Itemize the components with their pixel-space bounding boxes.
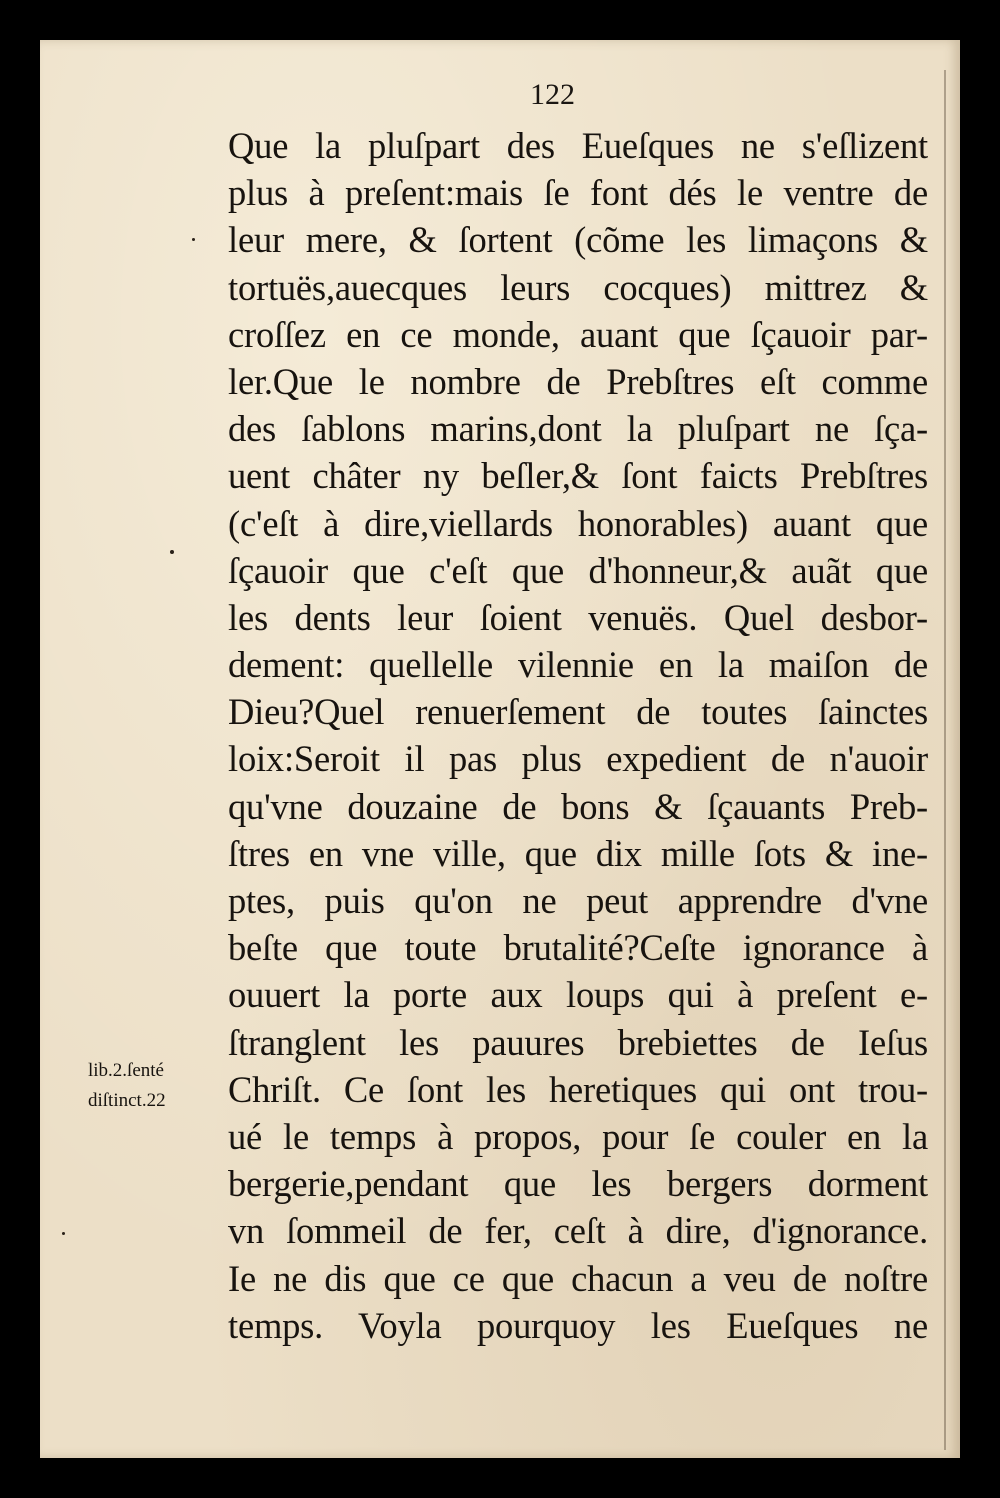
text-line: beſte que toute brutalité?Ceſte ignorance à xyxy=(228,927,928,969)
book-page xyxy=(40,40,960,1458)
text-line: ſçauoir que c'eſt que d'honneur,& auãt que xyxy=(228,549,928,591)
text-line: leur mere, & ſortent (cõme les limaçons & xyxy=(228,219,928,261)
marginal-note: diſtinct.22 xyxy=(88,1090,166,1111)
ink-speck xyxy=(192,238,195,241)
text-line: bergerie,pendant que les bergers dorment xyxy=(228,1163,928,1205)
text-line: ſtranglent les pauures brebiettes de Ieſus xyxy=(228,1021,928,1063)
page-edge-line xyxy=(944,70,946,1450)
body-text xyxy=(228,122,928,1349)
text-line: Dieu?Quel renuerſement de toutes ſainctes xyxy=(228,691,928,733)
text-line: (c'eſt à dire,viellards honorables) auant que xyxy=(228,502,928,544)
marginal-notes xyxy=(88,1056,228,1116)
text-line: ſtres en vne ville, que dix mille ſots & ine- xyxy=(228,832,928,874)
text-line: ouuert la porte aux loups qui à preſent e- xyxy=(228,974,928,1016)
text-line: Chriſt. Ce ſont les heretiques qui ont trou- xyxy=(228,1068,928,1110)
text-line: les dents leur ſoient venuës. Quel desbor- xyxy=(228,596,928,638)
text-line: vn ſommeil de fer, ceſt à dire, d'ignorance. xyxy=(228,1210,928,1252)
text-line: qu'vne douzaine de bons & ſçauants Preb- xyxy=(228,785,928,827)
text-line: des ſablons marins,dont la pluſpart ne ſça- xyxy=(228,408,928,450)
ink-speck xyxy=(62,1232,65,1235)
text-line: uent châter ny beſler,& ſont faicts Prebſtres xyxy=(228,455,928,497)
ink-speck xyxy=(170,550,174,554)
text-line: tortuës,auecques leurs cocques) mittrez & xyxy=(228,266,928,308)
text-line: Que la pluſpart des Eueſques ne s'eſlizent xyxy=(228,125,928,166)
text-line: temps. Voyla pourquoy les Eueſques ne xyxy=(228,1304,928,1346)
text-line: croſſez en ce monde, auant que ſçauoir par- xyxy=(228,313,928,355)
text-line: loix:Seroit il pas plus expedient de n'auoir xyxy=(228,738,928,780)
marginal-note: lib.2.ſenté xyxy=(88,1060,164,1081)
page-number: 122 xyxy=(530,78,575,111)
text-line: ué le temps à propos, pour ſe couler en la xyxy=(228,1115,928,1157)
text-line: dement: quellelle vilennie en la maiſon de xyxy=(228,644,928,686)
text-line: ptes, puis qu'on ne peut apprendre d'vne xyxy=(228,880,928,921)
text-line: ler.Que le nombre de Prebſtres eſt comme xyxy=(228,360,928,402)
text-line: plus à preſent:mais ſe font dés le ventre de xyxy=(228,172,928,214)
text-line: Ie ne dis que ce que chacun a veu de noſtre xyxy=(228,1257,928,1299)
